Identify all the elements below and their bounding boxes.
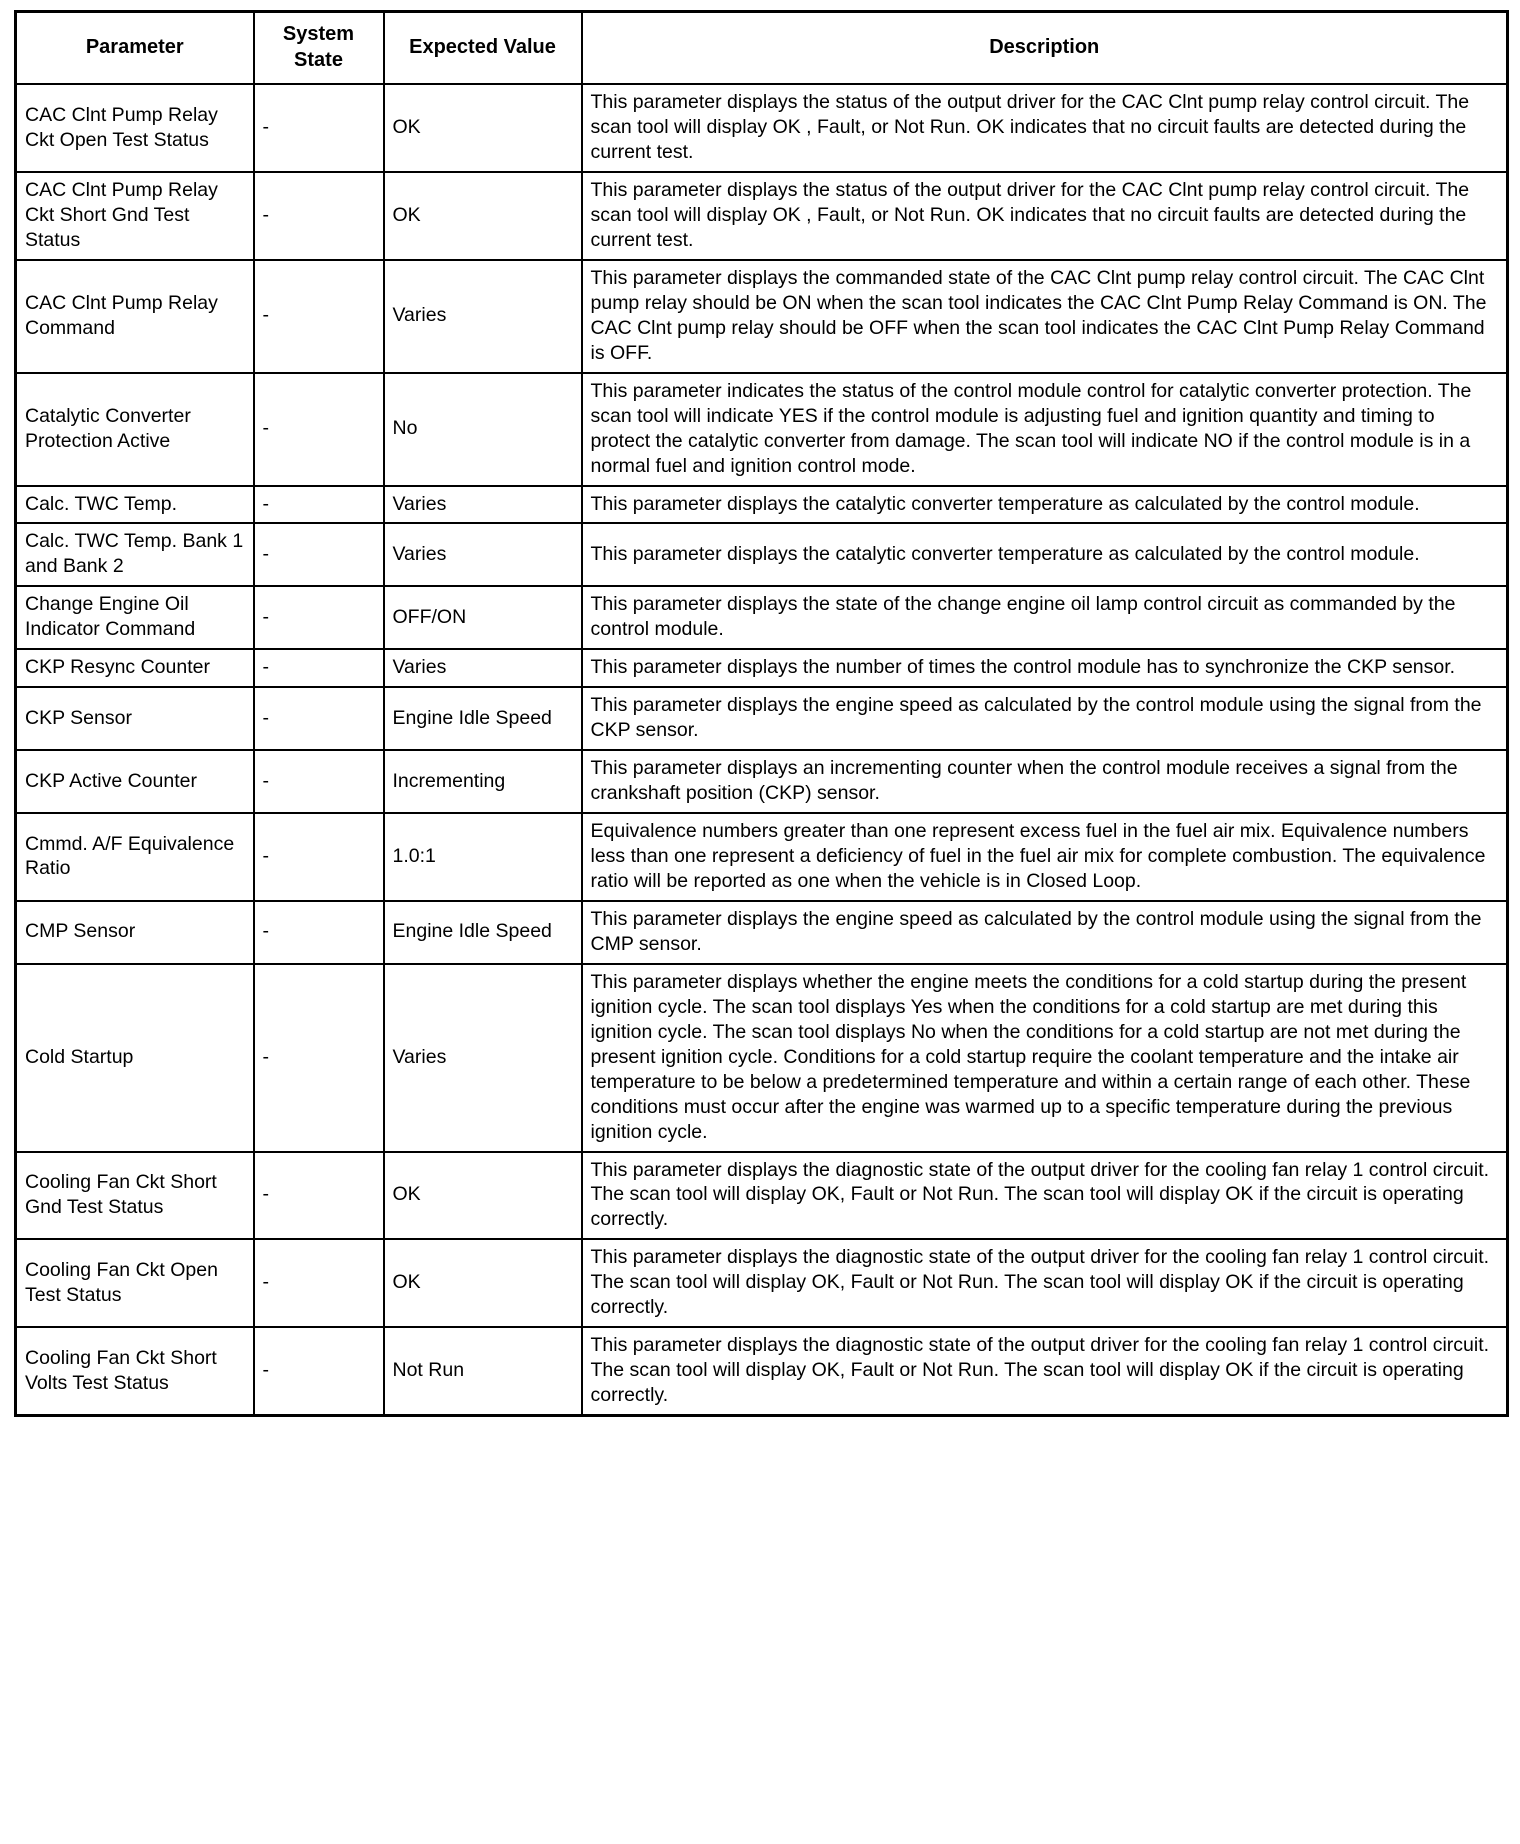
cell-expected-value: Varies — [384, 486, 582, 524]
cell-expected-value: Incrementing — [384, 750, 582, 813]
table-row — [16, 84, 1508, 172]
cell-parameter: Cooling Fan Ckt Open Test Status — [16, 1239, 254, 1327]
cell-system-state: - — [254, 750, 384, 813]
cell-system-state: - — [254, 486, 384, 524]
cell-parameter: Catalytic Converter Protection Active — [16, 373, 254, 486]
cell-parameter: Cold Startup — [16, 964, 254, 1152]
cell-expected-value: OK — [384, 1239, 582, 1327]
cell-expected-value: No — [384, 373, 582, 486]
cell-parameter: Calc. TWC Temp. — [16, 486, 254, 524]
cell-system-state: - — [254, 964, 384, 1152]
table-row — [16, 373, 1508, 486]
cell-system-state: - — [254, 373, 384, 486]
table-row — [16, 1327, 1508, 1415]
cell-system-state: - — [254, 901, 384, 964]
cell-description: Equivalence numbers greater than one represent excess fuel in the fuel air mix. Equivalence numbers less than one represent a deficiency of fuel in the fuel air mix for complete combustion. The equivalence ratio will be reported as one when the vehicle is in Closed Loop. — [582, 813, 1508, 901]
cell-system-state: - — [254, 649, 384, 687]
cell-expected-value: Varies — [384, 964, 582, 1152]
cell-system-state: - — [254, 687, 384, 750]
table-row — [16, 1239, 1508, 1327]
cell-expected-value: Engine Idle Speed — [384, 901, 582, 964]
cell-parameter: Cmmd. A/F Equivalence Ratio — [16, 813, 254, 901]
cell-expected-value: OK — [384, 84, 582, 172]
cell-description: This parameter indicates the status of the control module control for catalytic converter protection. The scan tool will indicate YES if the control module is adjusting fuel and ignition quantity and timing to protect the catalytic converter from damage. The scan tool will indicate NO if the control module is in a normal fuel and ignition control mode. — [582, 373, 1508, 486]
cell-expected-value: Not Run — [384, 1327, 582, 1415]
cell-description: This parameter displays the diagnostic state of the output driver for the cooling fan relay 1 control circuit. The scan tool will display OK, Fault or Not Run. The scan tool will display OK if the circuit is operating correctly. — [582, 1239, 1508, 1327]
cell-description: This parameter displays the status of the output driver for the CAC Clnt pump relay control circuit. The scan tool will display OK , Fault, or Not Run. OK indicates that no circuit faults are detected during the current test. — [582, 84, 1508, 172]
cell-description: This parameter displays the engine speed as calculated by the control module using the signal from the CKP sensor. — [582, 687, 1508, 750]
cell-parameter: CKP Sensor — [16, 687, 254, 750]
cell-description: This parameter displays the catalytic converter temperature as calculated by the control module. — [582, 486, 1508, 524]
cell-parameter: Calc. TWC Temp. Bank 1 and Bank 2 — [16, 523, 254, 586]
cell-system-state: - — [254, 1327, 384, 1415]
scan-tool-parameter-table — [14, 10, 1509, 1417]
cell-description: This parameter displays whether the engine meets the conditions for a cold startup during the present ignition cycle. The scan tool displays Yes when the conditions for a cold startup are met during this ignition cycle. The scan tool displays No when the conditions for a cold startup are not met during the present ignition cycle. Conditions for a cold startup require the coolant temperature and the intake air temperature to be below a predetermined temperature and within a certain range of each other. These conditions must occur after the engine was warmed up to a specific temperature during the previous ignition cycle. — [582, 964, 1508, 1152]
cell-expected-value: 1.0:1 — [384, 813, 582, 901]
cell-parameter: Cooling Fan Ckt Short Volts Test Status — [16, 1327, 254, 1415]
table-row — [16, 260, 1508, 373]
cell-system-state: - — [254, 172, 384, 260]
cell-description: This parameter displays the state of the change engine oil lamp control circuit as commanded by the control module. — [582, 586, 1508, 649]
cell-expected-value: Varies — [384, 523, 582, 586]
cell-system-state: - — [254, 260, 384, 373]
table-row — [16, 964, 1508, 1152]
column-header-parameter: Parameter — [16, 12, 254, 85]
cell-expected-value: Engine Idle Speed — [384, 687, 582, 750]
cell-description: This parameter displays the engine speed as calculated by the control module using the signal from the CMP sensor. — [582, 901, 1508, 964]
cell-parameter: CKP Resync Counter — [16, 649, 254, 687]
table-body — [16, 84, 1508, 1415]
cell-system-state: - — [254, 586, 384, 649]
cell-system-state: - — [254, 813, 384, 901]
table-header — [16, 12, 1508, 85]
cell-parameter: CAC Clnt Pump Relay Ckt Open Test Status — [16, 84, 254, 172]
cell-parameter: CAC Clnt Pump Relay Command — [16, 260, 254, 373]
table-row — [16, 172, 1508, 260]
cell-expected-value: Varies — [384, 649, 582, 687]
cell-parameter: Change Engine Oil Indicator Command — [16, 586, 254, 649]
column-header-system-state: System State — [254, 12, 384, 85]
table-row — [16, 586, 1508, 649]
table-row — [16, 486, 1508, 524]
cell-description: This parameter displays the number of times the control module has to synchronize the CKP sensor. — [582, 649, 1508, 687]
table-row — [16, 1152, 1508, 1240]
table-row — [16, 687, 1508, 750]
cell-parameter: CMP Sensor — [16, 901, 254, 964]
cell-system-state: - — [254, 1152, 384, 1240]
cell-parameter: Cooling Fan Ckt Short Gnd Test Status — [16, 1152, 254, 1240]
cell-expected-value: Varies — [384, 260, 582, 373]
cell-description: This parameter displays an incrementing counter when the control module receives a signal from the crankshaft position (CKP) sensor. — [582, 750, 1508, 813]
table-row — [16, 649, 1508, 687]
table-header-row — [16, 12, 1508, 85]
table-row — [16, 813, 1508, 901]
cell-system-state: - — [254, 1239, 384, 1327]
cell-parameter: CKP Active Counter — [16, 750, 254, 813]
cell-expected-value: OK — [384, 1152, 582, 1240]
cell-parameter: CAC Clnt Pump Relay Ckt Short Gnd Test Status — [16, 172, 254, 260]
column-header-description: Description — [582, 12, 1508, 85]
table-row — [16, 901, 1508, 964]
table-row — [16, 750, 1508, 813]
cell-system-state: - — [254, 84, 384, 172]
cell-system-state: - — [254, 523, 384, 586]
cell-description: This parameter displays the status of the output driver for the CAC Clnt pump relay control circuit. The scan tool will display OK , Fault, or Not Run. OK indicates that no circuit faults are detected during the current test. — [582, 172, 1508, 260]
column-header-expected-value: Expected Value — [384, 12, 582, 85]
table-row — [16, 523, 1508, 586]
cell-description: This parameter displays the diagnostic state of the output driver for the cooling fan relay 1 control circuit. The scan tool will display OK, Fault or Not Run. The scan tool will display OK if the circuit is operating correctly. — [582, 1152, 1508, 1240]
cell-expected-value: OFF/ON — [384, 586, 582, 649]
cell-description: This parameter displays the catalytic converter temperature as calculated by the control module. — [582, 523, 1508, 586]
cell-description: This parameter displays the diagnostic state of the output driver for the cooling fan relay 1 control circuit. The scan tool will display OK, Fault or Not Run. The scan tool will display OK if the circuit is operating correctly. — [582, 1327, 1508, 1415]
cell-description: This parameter displays the commanded state of the CAC Clnt pump relay control circuit. The CAC Clnt pump relay should be ON when the scan tool indicates the CAC Clnt Pump Relay Command is ON. The CAC Clnt pump relay should be OFF when the scan tool indicates the CAC Clnt Pump Relay Command is OFF. — [582, 260, 1508, 373]
cell-expected-value: OK — [384, 172, 582, 260]
